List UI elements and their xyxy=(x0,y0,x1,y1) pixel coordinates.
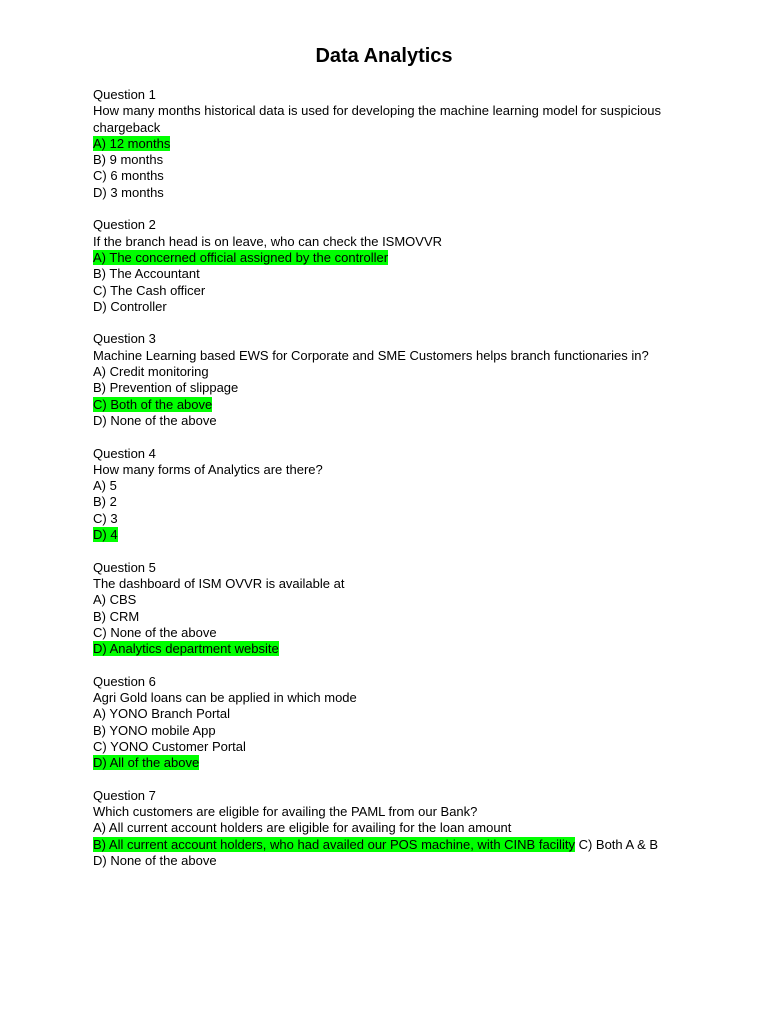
question-block-2 xyxy=(93,217,693,315)
answer-option: C) None of the above xyxy=(93,624,217,640)
answer-option: A) Credit monitoring xyxy=(93,364,209,380)
answer-option: C) The Cash officer xyxy=(93,282,206,298)
answer-option: D) 3 months xyxy=(93,184,164,200)
question-block-3 xyxy=(93,331,693,429)
correct-answer-highlight: D) All of the above xyxy=(93,755,200,771)
correct-answer-highlight: D) Analytics department website xyxy=(93,641,279,657)
answer-option: C) 3 xyxy=(93,510,118,526)
question-list xyxy=(93,87,693,886)
answer-option: D) None of the above xyxy=(93,852,217,868)
answer-option: C) YONO Customer Portal xyxy=(93,738,246,754)
question-text: The dashboard of ISM OVVR is available at xyxy=(93,575,345,591)
answer-option: D) Controller xyxy=(93,298,167,314)
question-label: Question 3 xyxy=(93,331,156,347)
question-text: Machine Learning based EWS for Corporate and SME Customers helps branch functionaries in? xyxy=(93,347,649,363)
answer-option xyxy=(93,755,693,771)
answer-option: A) CBS xyxy=(93,592,137,608)
question-block-6 xyxy=(93,674,693,772)
answer-option: B) Prevention of slippage xyxy=(93,380,239,396)
answer-option-inline: C) Both A & B xyxy=(574,836,659,852)
answer-option: A) YONO Branch Portal xyxy=(93,706,231,722)
answer-option xyxy=(93,136,693,152)
answer-option xyxy=(93,641,693,657)
question-block-7 xyxy=(93,788,693,869)
question-label: Question 7 xyxy=(93,787,156,803)
answer-option: B) YONO mobile App xyxy=(93,722,216,738)
correct-answer-highlight: D) 4 xyxy=(93,527,118,543)
answer-option: C) 6 months xyxy=(93,168,164,184)
answer-option xyxy=(93,250,693,266)
question-label: Question 2 xyxy=(93,217,156,233)
answer-option xyxy=(93,397,693,413)
answer-option: A) All current account holders are eligible for availing for the loan amount xyxy=(93,820,512,836)
question-label: Question 1 xyxy=(93,87,156,102)
question-block-5 xyxy=(93,560,693,658)
answer-option: B) 2 xyxy=(93,494,117,510)
correct-answer-highlight: A) The concerned official assigned by the controller xyxy=(93,249,389,265)
correct-answer-highlight: B) All current account holders, who had availed our POS machine, with CINB facility xyxy=(93,836,575,852)
question-label: Question 6 xyxy=(93,673,156,689)
question-text: How many months historical data is used for developing the machine learning model for suspicious chargeback xyxy=(93,103,665,135)
answer-option: D) None of the above xyxy=(93,412,217,428)
document-title: Data Analytics xyxy=(315,45,453,67)
answer-option: A) 5 xyxy=(93,478,117,494)
question-text: Agri Gold loans can be applied in which mode xyxy=(93,689,357,705)
question-text: If the branch head is on leave, who can check the ISMOVVR xyxy=(93,233,443,249)
correct-answer-highlight: A) 12 months xyxy=(93,135,171,151)
question-label: Question 4 xyxy=(93,445,156,461)
answer-option: B) 9 months xyxy=(93,152,164,168)
answer-option xyxy=(93,837,693,853)
answer-option: B) The Accountant xyxy=(93,266,200,282)
answer-option: B) CRM xyxy=(93,608,140,624)
question-block-4 xyxy=(93,446,693,544)
question-text: How many forms of Analytics are there? xyxy=(93,461,323,477)
question-text: Which customers are eligible for availing the PAML from our Bank? xyxy=(93,804,478,820)
answer-option xyxy=(93,527,693,543)
question-block-1 xyxy=(93,87,693,201)
correct-answer-highlight: C) Both of the above xyxy=(93,396,213,412)
question-label: Question 5 xyxy=(93,559,156,575)
